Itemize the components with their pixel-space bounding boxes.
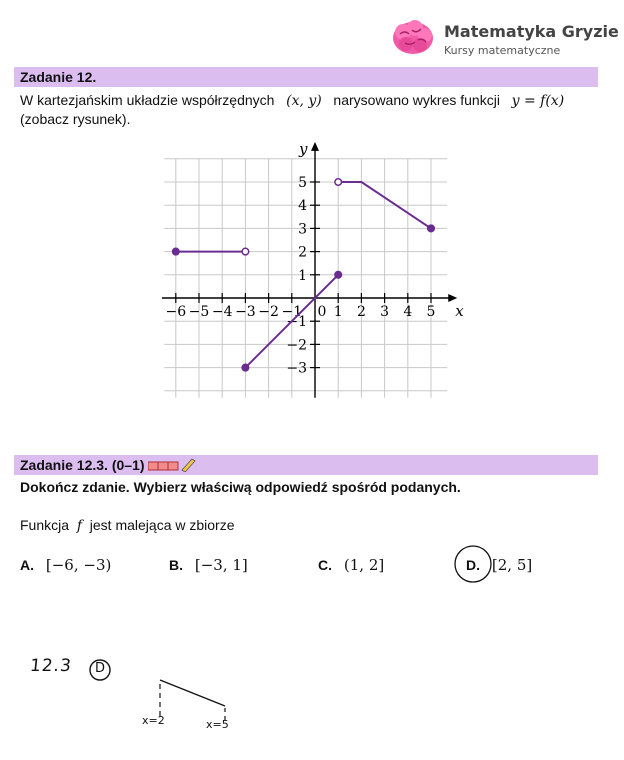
option-b[interactable] bbox=[169, 556, 248, 574]
task-header: Zadanie 12. bbox=[20, 69, 97, 85]
task-text-before: W kartezjańskim układzie współrzędnych bbox=[20, 92, 275, 108]
y-tick-label: 4 bbox=[298, 198, 307, 215]
y-tick-label: 3 bbox=[298, 221, 307, 238]
option-c-letter: C. bbox=[318, 557, 332, 573]
open-endpoint bbox=[335, 179, 342, 186]
subtask-instruction: Dokończ zdanie. Wybierz właściwą odpowiedź spośród podanych. bbox=[20, 479, 461, 495]
task-coords: (x, y) bbox=[286, 93, 322, 109]
y-tick-label: −2 bbox=[286, 337, 307, 354]
option-d-value: [2, 5] bbox=[491, 556, 533, 574]
subtask-statement bbox=[20, 517, 235, 534]
option-d-letter: D. bbox=[466, 557, 480, 573]
x-tick-label: −4 bbox=[211, 304, 233, 320]
function-graph bbox=[0, 135, 624, 435]
handwritten-label: 12.3 bbox=[28, 656, 73, 676]
subtask-header-bar bbox=[14, 455, 598, 475]
x-tick-label: 5 bbox=[426, 304, 436, 320]
selected-answer-circle bbox=[453, 544, 493, 584]
task-text-middle: narysowano wykres funkcji bbox=[333, 92, 500, 108]
x-tick-label: 2 bbox=[356, 304, 366, 320]
x-tick-label: −2 bbox=[258, 304, 279, 320]
task-text-line2: (zobacz rysunek). bbox=[20, 111, 131, 127]
handwritten-sketch bbox=[140, 672, 260, 742]
statement-function-name: f bbox=[76, 518, 82, 534]
option-a-letter: A. bbox=[20, 557, 34, 573]
axes bbox=[162, 139, 457, 398]
option-c-value: (1, 2] bbox=[343, 556, 385, 574]
statement-before: Funkcja bbox=[20, 517, 70, 533]
y-tick-label: −1 bbox=[286, 314, 307, 331]
handwritten-answer: D bbox=[95, 661, 106, 676]
task-function: y = f(x) bbox=[511, 93, 565, 109]
y-tick-label: 5 bbox=[298, 175, 307, 191]
task-header-bar bbox=[14, 67, 598, 87]
option-a-value: [−6, −3) bbox=[45, 556, 112, 574]
brain-icon bbox=[390, 18, 436, 58]
x-tick-label: −1 bbox=[281, 304, 303, 320]
x-tick-label: 1 bbox=[333, 304, 343, 320]
x-tick-label: −6 bbox=[165, 304, 187, 320]
y-tick-label: 2 bbox=[298, 244, 307, 261]
subtask-header: Zadanie 12.3. (0–1) bbox=[20, 457, 145, 473]
task-text-line1 bbox=[20, 92, 564, 109]
x-axis-arrow bbox=[448, 294, 457, 302]
logo bbox=[388, 14, 618, 62]
option-b-letter: B. bbox=[169, 557, 183, 573]
y-axis-label: y bbox=[299, 139, 308, 158]
closed-endpoint bbox=[173, 248, 180, 255]
x-tick-label: 0 bbox=[317, 304, 327, 320]
closed-endpoint bbox=[242, 364, 249, 371]
x-tick-label: −3 bbox=[235, 304, 256, 320]
handwritten-x-left: x=2 bbox=[142, 714, 165, 727]
logo-title: Matematyka Gryzie bbox=[444, 22, 619, 41]
y-tick-label: 1 bbox=[298, 267, 307, 284]
x-tick-label: 4 bbox=[403, 304, 413, 320]
x-tick-label: −5 bbox=[188, 304, 210, 320]
x-tick-label: 3 bbox=[380, 304, 390, 320]
score-boxes-icon bbox=[148, 458, 198, 472]
closed-endpoint bbox=[428, 225, 435, 232]
open-endpoint bbox=[242, 248, 249, 255]
y-tick-label: −3 bbox=[286, 360, 307, 377]
closed-endpoint bbox=[335, 272, 342, 279]
option-b-value: [−3, 1] bbox=[194, 556, 248, 574]
logo-subtitle: Kursy matematyczne bbox=[444, 44, 561, 57]
option-a[interactable] bbox=[20, 556, 111, 574]
statement-after: jest malejąca w zbiorze bbox=[89, 517, 235, 533]
y-axis-arrow bbox=[311, 142, 319, 151]
handwritten-x-right: x=5 bbox=[206, 718, 229, 731]
x-axis-label: x bbox=[455, 302, 464, 320]
option-c[interactable] bbox=[318, 556, 384, 574]
